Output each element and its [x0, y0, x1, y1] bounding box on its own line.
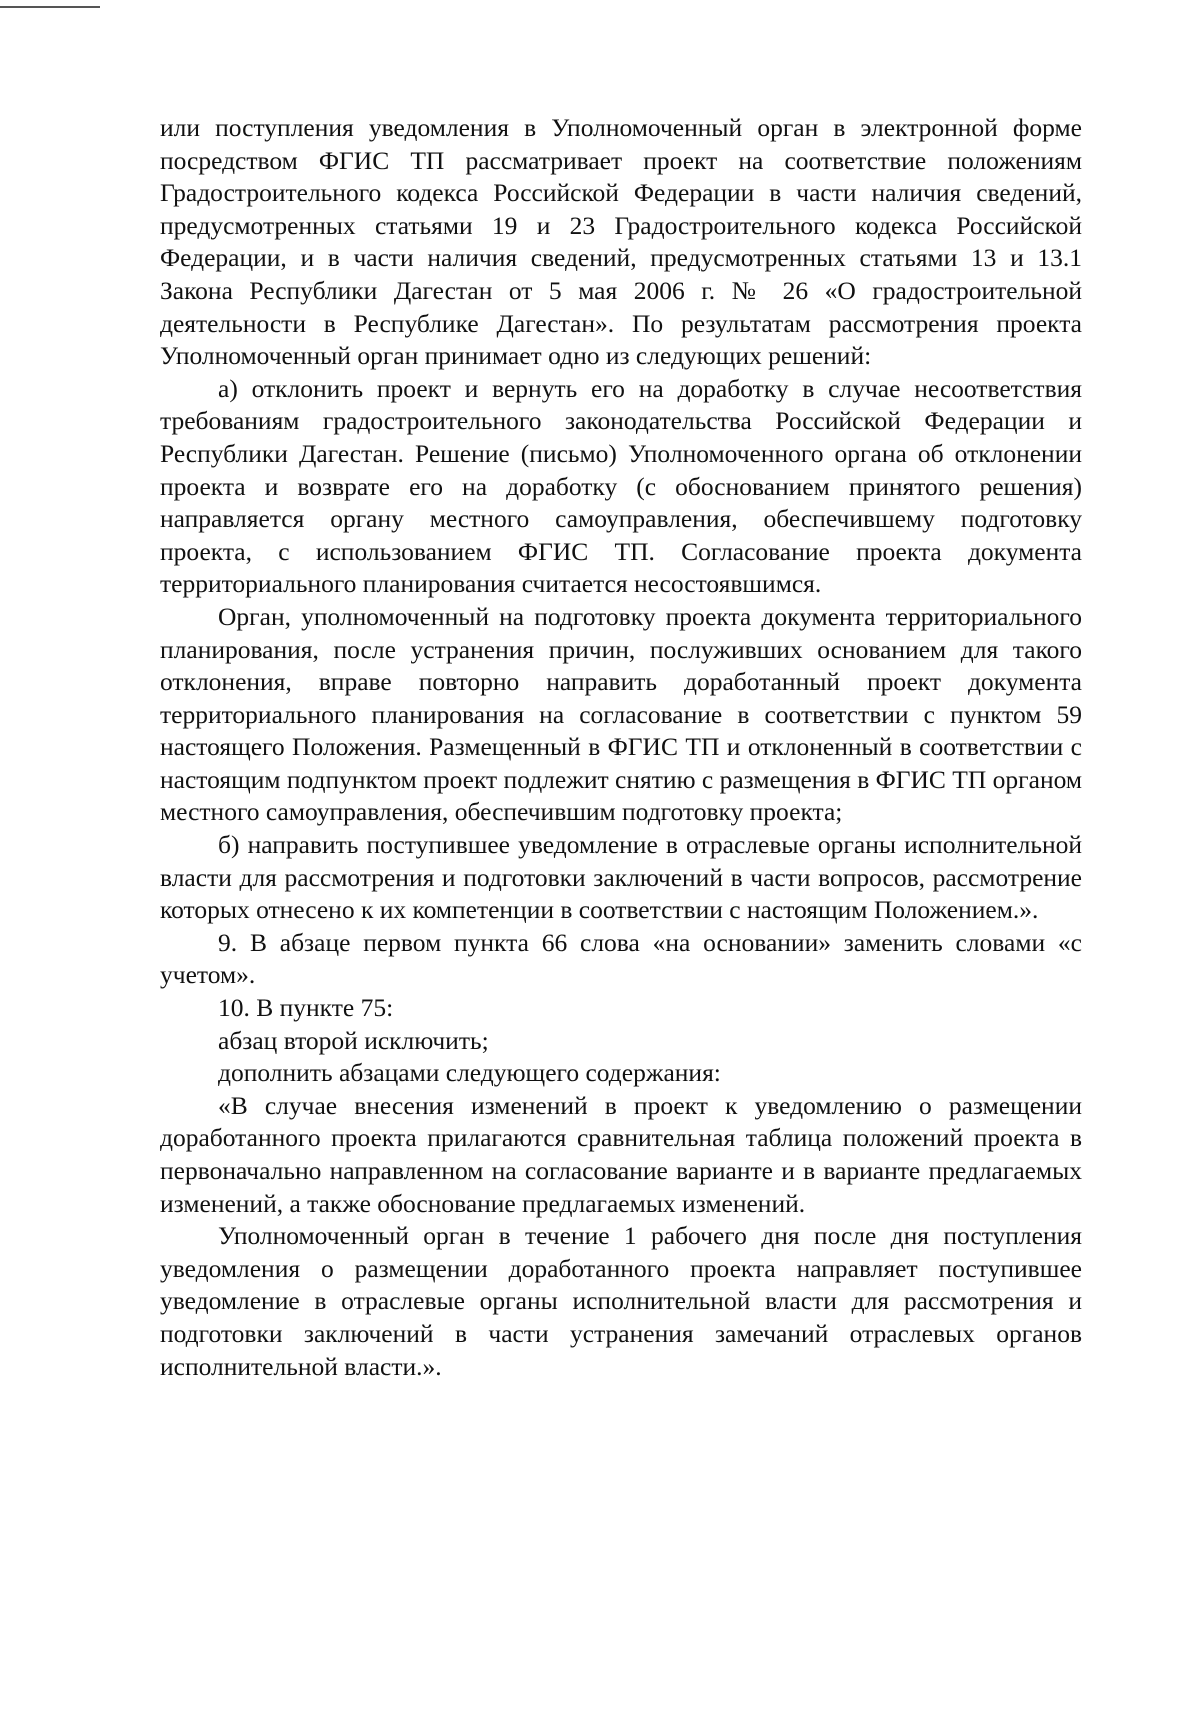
paragraph-subitem-a: а) отклонить проект и вернуть его на доработку в случае несоответствия требованиям градостроительного законодательства Российской Федерации и Республики Дагестан. Решение (письмо) Уполномоченного органа об отклонении проекта и возврате его на доработку (с обоснованием принятого решения) направляется органу местного самоуправления, обеспечившему подготовку проекта, с использованием ФГИС ТП. Согласование проекта документа территориального планирования считается несостоявшимся.: [160, 373, 1082, 599]
paragraph-add-paragraphs: дополнить абзацами следующего содержания:: [218, 1058, 721, 1088]
document-body: [160, 112, 1082, 1383]
paragraph-item-10: 10. В пункте 75:: [218, 993, 394, 1023]
paragraph-continuation: или поступления уведомления в Уполномоченный орган в электронной форме посредством ФГИС ТП рассматривает проект на соответствие положениям Градостроительного кодекса Российской Федерации в части наличия сведений, предусмотренных статьями 19 и 23 Градостроительного кодекса Российской Федерации, и в части наличия сведений, предусмотренных статьями 13 и 13.1 Закона Республики Дагестан от 5 мая 2006 г. № 26 «О градостроительной деятельности в Республике Дагестан». По результатам рассмотрения проекта Уполномоченный орган принимает одно из следующих решений:: [160, 113, 1082, 371]
paragraph-subitem-b: б) направить поступившее уведомление в отраслевые органы исполнительной власти для рассмотрения и подготовки заключений в части вопросов, рассмотрение которых отнесено к их компетенции в соответствии с настоящим Положением.».: [160, 830, 1082, 925]
paragraph-exclude-second: абзац второй исключить;: [218, 1025, 489, 1055]
paragraph-authorized-body: Орган, уполномоченный на подготовку проекта документа территориального планирования, после устранения причин, послуживших основанием для такого отклонения, вправе повторно направить доработанный проект документа территориального планирования на согласование в соответствии с пунктом 59 настоящего Положения. Размещенный в ФГИС ТП и отклоненный в соответствии с настоящим подпунктом проект подлежит снятию с размещения в ФГИС ТП органом местного самоуправления, обеспечившим подготовку проекта;: [160, 601, 1082, 827]
paragraph-item-9: 9. В абзаце первом пункта 66 слова «на основании» заменить словами «с учетом».: [160, 927, 1082, 990]
paragraph-quoted-changes: «В случае внесения изменений в проект к уведомлению о размещении доработанного проекта прилагаются сравнительная таблица положений проекта в первоначально направленном на согласование варианте и в варианте предлагаемых изменений, а также обоснование предлагаемых изменений.: [160, 1090, 1082, 1218]
scan-edge-mark: [0, 6, 100, 8]
paragraph-quoted-procedure: Уполномоченный орган в течение 1 рабочего дня после дня поступления уведомления о размещении доработанного проекта направляет поступившее уведомление в отраслевые органы исполнительной власти для рассмотрения и подготовки заключений в части устранения замечаний отраслевых органов исполнительной власти.».: [160, 1221, 1082, 1381]
